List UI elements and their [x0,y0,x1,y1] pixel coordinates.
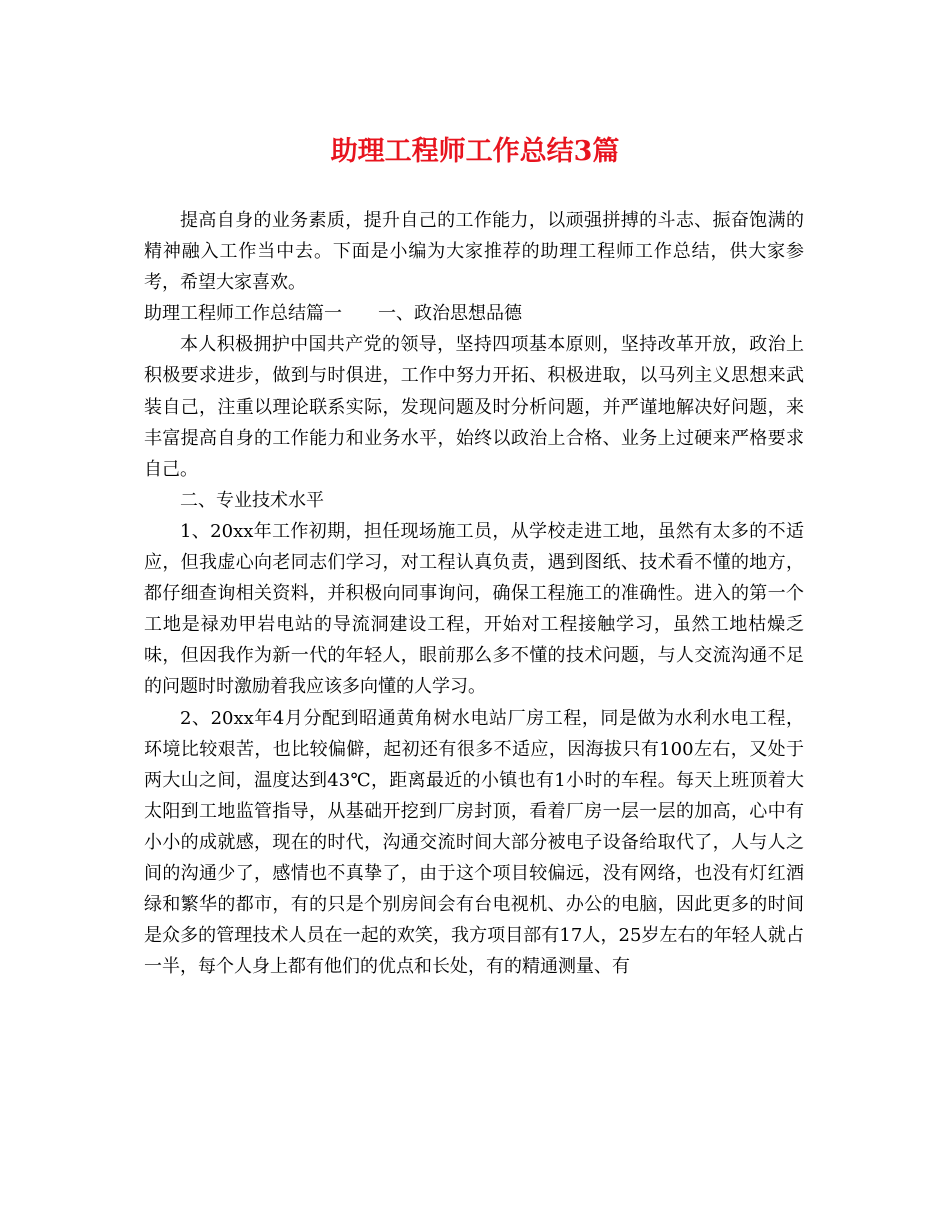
paragraph-item-1: 1、20xx年工作初期，担任现场施工员，从学校走进工地，虽然有太多的不适应，但我虚心向老同志们学习，对工程认真负责，遇到图纸、技术看不懂的地方，都仔细查询相关资料，并积极向同事询问，确保工程施工的准确性。进入的第一个工地是禄劝甲岩电站的导流洞建设工程，开始对工程接触学习，虽然工地枯燥乏味，但因我作为新一代的年轻人，眼前那么多不懂的技术问题，与人交流沟通不足的问题时时激励着我应该多向懂的人学习。 [144,520,804,698]
section1-subheading: 一、政治思想品德 [378,303,522,325]
document-body [144,205,804,982]
heading-technical-level: 二、专业技术水平 [180,489,324,511]
document-title: 助理工程师工作总结3篇 [330,136,620,167]
section-heading-line [144,298,804,329]
paragraph-political: 本人积极拥护中国共产党的领导，坚持四项基本原则，坚持改革开放，政治上积极要求进步，做到与时俱进，工作中努力开拓、积极进取，以马列主义思想来武装自己，注重以理论联系实际，发现问题及时分析问题，并严谨地解决好问题，来丰富提高自身的工作能力和业务水平，始终以政治上合格、业务上过硬来严格要求自己。 [144,334,804,480]
section1-title: 助理工程师工作总结篇一 [144,303,342,325]
paragraph-item-2: 2、20xx年4月分配到昭通黄角树水电站厂房工程，同是做为水利水电工程，环境比较艰苦，也比较偏僻，起初还有很多不适应，因海拔只有100左右，又处于两大山之间，温度达到43℃，距离最近的小镇也有1小时的车程。每天上班顶着大太阳到工地监管指导，从基础开挖到厂房封顶，看着厂房一层一层的加高，心中有小小的成就感，现在的时代，沟通交流时间大部分被电子设备给取代了，人与人之间的沟通少了，感情也不真挚了，由于这个项目较偏远，没有网络，也没有灯红酒绿和繁华的都市，有的只是个别房间会有台电视机、办公的电脑，因此更多的时间是众多的管理技术人员在一起的欢笑，我方项目部有17人，25岁左右的年轻人就占一半，每个人身上都有他们的优点和长处，有的精通测量、有 [144,707,804,978]
intro-paragraph: 提高自身的业务素质，提升自己的工作能力，以顽强拼搏的斗志、振奋饱满的精神融入工作当中去。下面是小编为大家推荐的助理工程师工作总结，供大家参考，希望大家喜欢。 [144,210,804,294]
